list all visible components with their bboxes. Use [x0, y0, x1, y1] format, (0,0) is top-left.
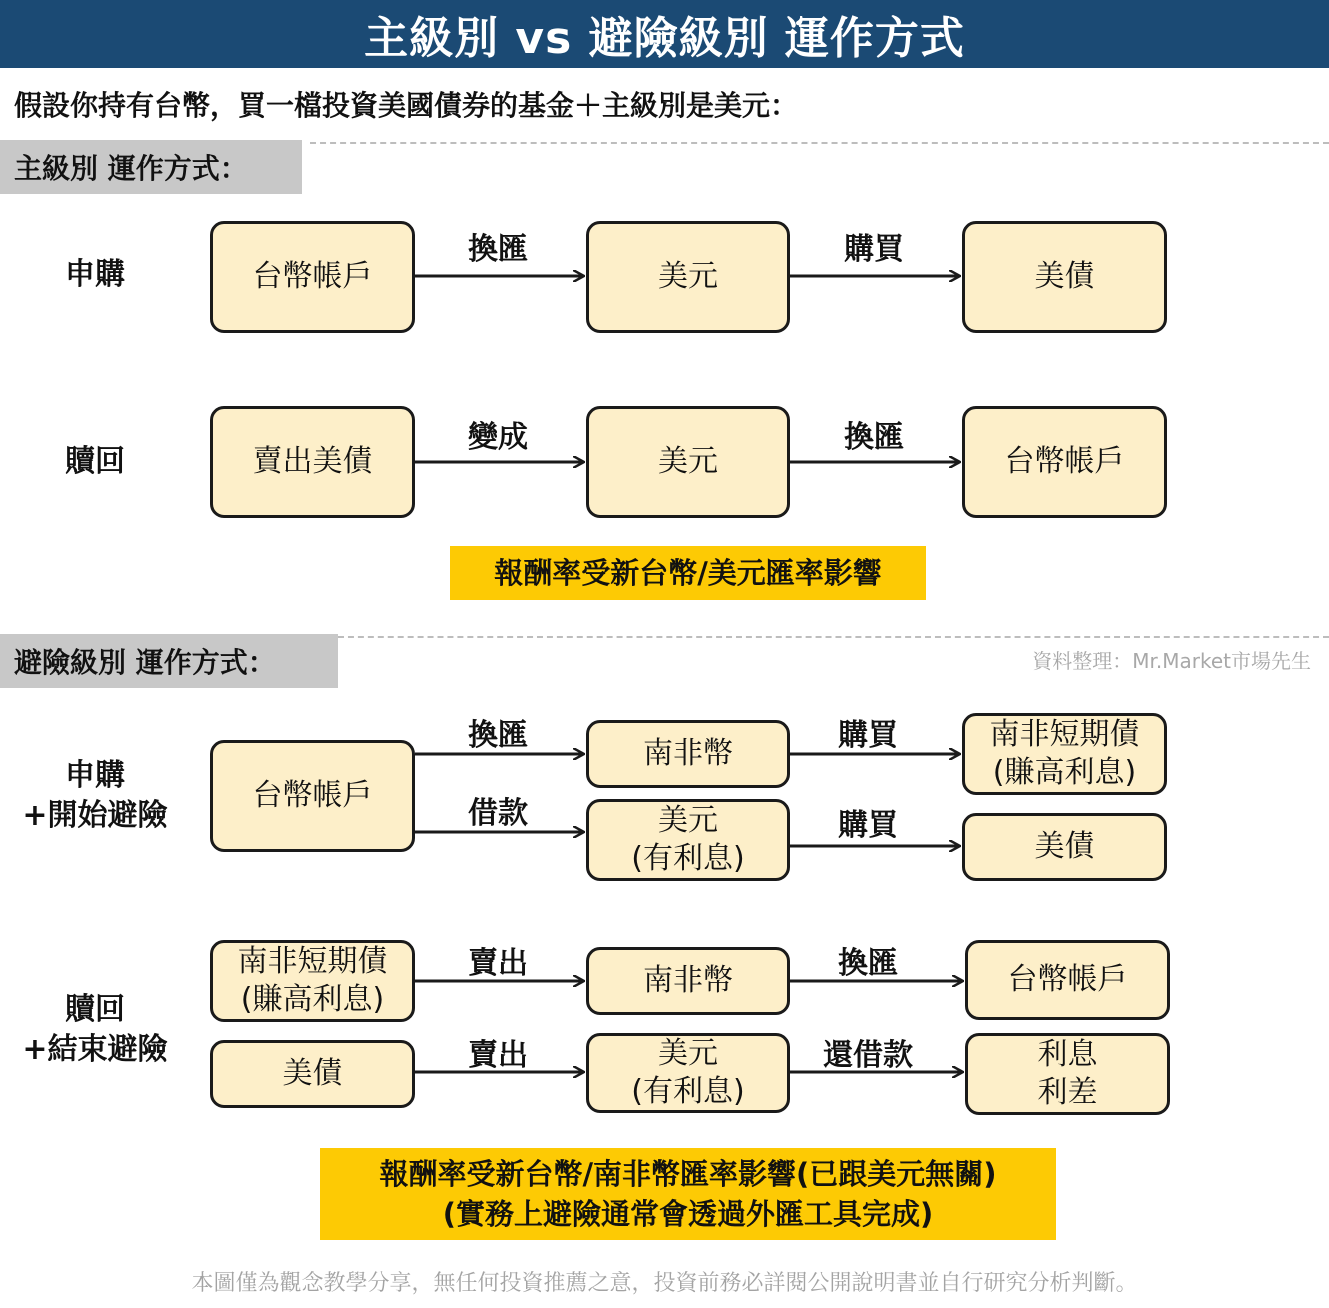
- hedge-redeem-zar-bond-line2: (賺高利息): [240, 982, 385, 1017]
- main-section-label: 主級別 運作方式：: [0, 140, 302, 194]
- main-subscribe-box-twd-account: 台幣帳戶: [210, 221, 415, 333]
- hedge-redeem-box-zar-bond: [210, 940, 415, 1022]
- disclaimer-footer: 本圖僅為觀念教學分享，無任何投資推薦之意，投資前務必詳閱公開說明書並自行研究分析判斷。: [191, 1271, 1138, 1296]
- hedge-subscribe-label: [10, 756, 180, 836]
- main-redeem-box-sell-bond: 賣出美債: [210, 406, 415, 518]
- main-redeem-box-usd: 美元: [586, 406, 790, 518]
- hedge-redeem-top-arrow2-label: 換匯: [838, 946, 898, 981]
- intro-text: 假設你持有台幣，買一檔投資美國債券的基金＋主級別是美元：: [14, 89, 799, 122]
- main-subscribe-label: 申購: [65, 257, 125, 292]
- hedge-redeem-box-usd-interest: [586, 1033, 790, 1113]
- page-title: 主級別 vs 避險級別 運作方式: [0, 0, 1329, 68]
- hedge-redeem-label: [10, 990, 180, 1070]
- section-divider: [338, 636, 1329, 638]
- hedge-redeem-box-zar: 南非幣: [586, 947, 790, 1015]
- hedge-subscribe-box-usd-interest: [586, 799, 790, 881]
- hedge-subscribe-bottom-arrow1-label: 借款: [468, 796, 528, 831]
- main-section-note: 報酬率受新台幣/美元匯率影響: [450, 546, 926, 600]
- hedge-redeem-top-arrow1-label: 賣出: [468, 946, 528, 981]
- hedge-note-line2: (實務上避險通常會透過外匯工具完成): [442, 1197, 934, 1231]
- hedge-subscribe-box-zar-bond: [962, 713, 1167, 795]
- main-redeem-label: 贖回: [65, 444, 125, 479]
- source-credit: 資料整理：Mr.Market市場先生: [1032, 649, 1311, 673]
- hedge-redeem-usd-line2: (有利息): [631, 1074, 745, 1109]
- hedge-redeem-box-twd-account: 台幣帳戶: [965, 940, 1170, 1020]
- main-subscribe-box-usd: 美元: [586, 221, 790, 333]
- hedge-subscribe-usd-line1: 美元: [658, 803, 718, 838]
- hedge-subscribe-zar-bond-line2: (賺高利息): [992, 755, 1137, 790]
- hedge-note-line1: 報酬率受新台幣/南非幣匯率影響(已跟美元無關): [379, 1157, 997, 1191]
- hedge-subscribe-box-twd-account: 台幣帳戶: [210, 740, 415, 852]
- hedge-redeem-label-line1: 贖回: [65, 992, 125, 1027]
- hedge-subscribe-usd-line2: (有利息): [631, 841, 745, 876]
- hedge-subscribe-label-line1: 申購: [65, 758, 125, 793]
- hedge-subscribe-bottom-arrow2-label: 購買: [838, 808, 898, 843]
- hedge-subscribe-top-arrow1-label: 換匯: [468, 718, 528, 753]
- hedge-subscribe-label-line2: +開始避險: [22, 798, 168, 833]
- main-redeem-arrow1-label: 變成: [468, 420, 528, 455]
- hedge-subscribe-zar-bond-line1: 南非短期債: [989, 717, 1140, 752]
- hedge-redeem-box-interest-spread: [965, 1033, 1170, 1115]
- hedge-subscribe-top-arrow2-label: 購買: [838, 718, 898, 753]
- hedge-redeem-label-line2: +結束避險: [22, 1032, 168, 1067]
- hedge-section-label: 避險級別 運作方式：: [0, 634, 338, 688]
- hedge-redeem-zar-bond-line1: 南非短期債: [237, 944, 388, 979]
- hedge-redeem-interest-line2: 利差: [1037, 1075, 1098, 1110]
- hedge-section-note: [320, 1148, 1056, 1240]
- hedge-redeem-interest-line1: 利息: [1037, 1037, 1098, 1072]
- main-redeem-box-twd-account: 台幣帳戶: [962, 406, 1167, 518]
- main-subscribe-arrow1-label: 換匯: [468, 232, 528, 267]
- hedge-redeem-bottom-arrow2-label: 還借款: [823, 1038, 913, 1073]
- hedge-redeem-box-us-bond: 美債: [210, 1040, 415, 1108]
- main-subscribe-box-us-bond: 美債: [962, 221, 1167, 333]
- main-subscribe-arrow2-label: 購買: [844, 232, 904, 267]
- hedge-subscribe-box-us-bond: 美債: [962, 813, 1167, 881]
- section-divider: [310, 142, 1329, 144]
- hedge-subscribe-box-zar: 南非幣: [586, 720, 790, 788]
- main-redeem-arrow2-label: 換匯: [844, 420, 904, 455]
- hedge-redeem-bottom-arrow1-label: 賣出: [468, 1038, 528, 1073]
- hedge-redeem-usd-line1: 美元: [658, 1036, 718, 1071]
